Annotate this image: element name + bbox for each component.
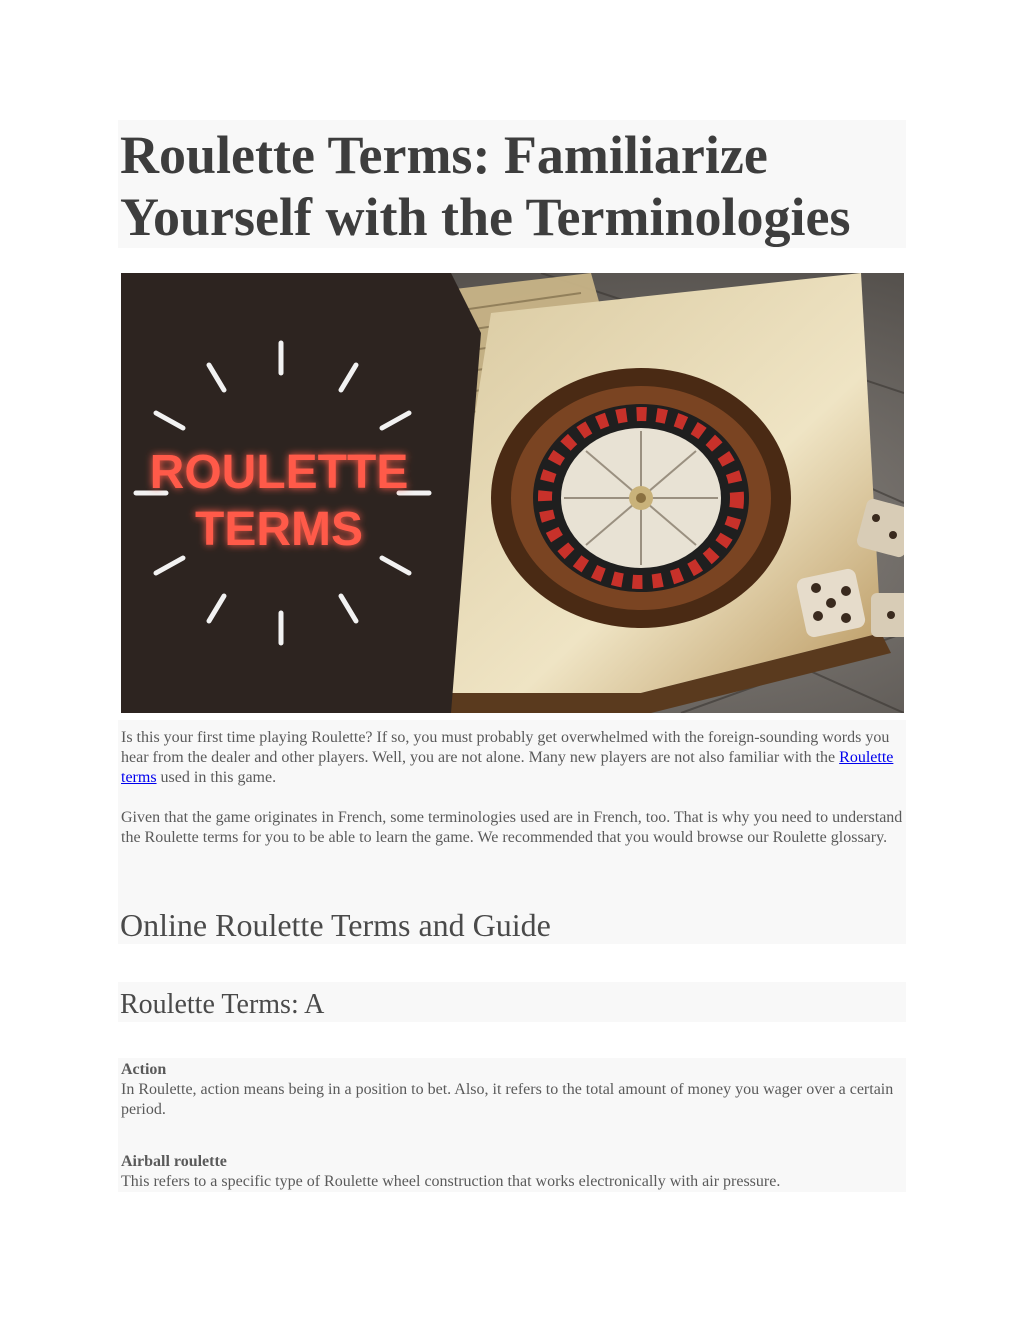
intro-text-start: Is this your first time playing Roulette? If so, you must probably get overwhelmed with the foreign-sounding words you hear from the dealer and other players. Well, you are not alone. Many new players are not also familiar with the [121, 729, 890, 766]
section-heading: Online Roulette Terms and Guide [120, 907, 551, 943]
roulette-wheel-icon [491, 368, 791, 628]
subsection-heading: Roulette Terms: A [120, 989, 325, 1020]
neon-line-1: ROULETTE [149, 446, 409, 499]
intro-paragraph-2: Given that the game originates in French, some terminologies used are in French, too. That is why you need to understand the Roulette terms for you to be able to learn the game. We recommended that you would browse our Roulette glossary. [121, 809, 903, 846]
term-name: Airball roulette [121, 1153, 227, 1170]
term-description: In Roulette, action means being in a position to bet. Also, it refers to the total amount of money you wager over a certain period. [121, 1081, 894, 1118]
term-item [121, 1060, 906, 1120]
roulette-terms-link[interactable]: Roulette terms [121, 749, 894, 786]
subsection-block [118, 982, 906, 1022]
neon-line-2: TERMS [195, 503, 363, 556]
title-block [118, 120, 906, 248]
hero-image [121, 273, 904, 713]
intro-paragraph-1 [118, 728, 906, 788]
term-name: Action [121, 1061, 167, 1078]
intro-text-end: used in this game. [156, 769, 277, 786]
terms-list [118, 1058, 906, 1192]
page-title: Roulette Terms: Familiarize Yourself with the Terminologies [120, 125, 851, 247]
intro-section [118, 720, 906, 944]
term-item [121, 1152, 906, 1192]
term-description: This refers to a specific type of Roulette wheel construction that works electronically with air pressure. [121, 1173, 781, 1190]
